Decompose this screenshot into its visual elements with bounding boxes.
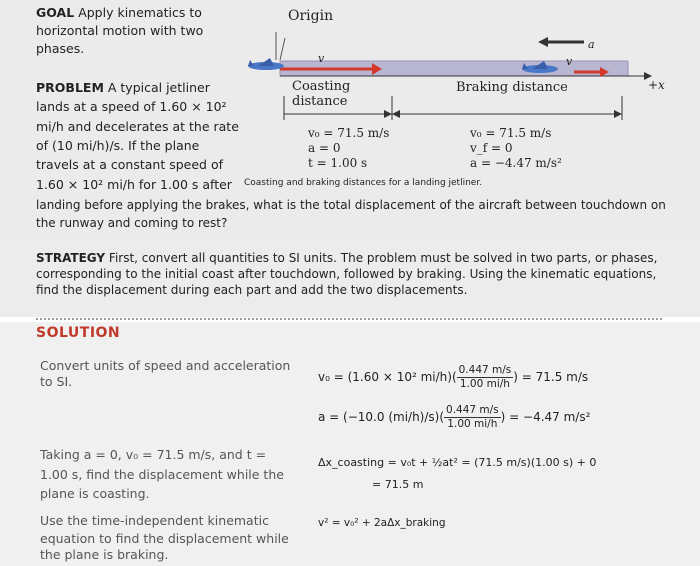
coasting-label-2: distance [292, 94, 348, 109]
strategy-line-3: find the displacement during each part and add the two displacements. [36, 283, 468, 297]
solution-label: SOLUTION [36, 325, 121, 341]
step3-line-1: Use the time-independent kinematic [40, 513, 269, 528]
right-eq-vf: v_f = 0 [470, 141, 513, 155]
goal-text-2: horizontal motion with two [36, 23, 204, 38]
step1-line-2: to SI. [40, 374, 73, 389]
step2-line-2: 1.00 s, find the displacement while the [40, 467, 284, 482]
coasting-label-1: Coasting [292, 79, 351, 94]
strategy-label: STRATEGY [36, 251, 106, 265]
figure-caption: Coasting and braking distances for a landing jetliner. [244, 178, 483, 188]
origin-label: Origin [288, 8, 334, 24]
strategy-line-2: corresponding to the initial coast after touchdown, followed by braking. Using the kinematic equations, [36, 267, 657, 281]
right-eq-v0: v₀ = 71.5 m/s [470, 126, 552, 140]
step3-line-3: the plane is braking. [40, 547, 169, 562]
equation-coasting-result: = 71.5 m [372, 478, 424, 491]
velocity-label-right: v [566, 55, 573, 68]
airplane-icon-left [248, 58, 284, 70]
section-divider [36, 318, 662, 320]
left-eq-t: t = 1.00 s [308, 156, 368, 170]
left-eq-v0: v₀ = 71.5 m/s [308, 126, 390, 140]
step2-line-1: Taking a = 0, v₀ = 71.5 m/s, and t = [40, 447, 267, 462]
velocity-label-left: v [318, 52, 325, 65]
problem-line-7: landing before applying the brakes, what is the total displacement of the aircraft between touchdown on [36, 198, 666, 212]
equation-coasting: Δx_coasting = v₀t + ½at² = (71.5 m/s)(1.00 s) + 0 [318, 456, 597, 469]
problem-line-2: lands at a speed of 1.60 × 10² [36, 99, 227, 114]
goal-text-1: Apply kinematics to [78, 5, 202, 20]
goal-line-1 [36, 4, 202, 22]
problem-line-6: 1.60 × 10² mi/h for 1.00 s after [36, 177, 232, 192]
origin-slash [280, 38, 285, 60]
goal-text-3: phases. [36, 41, 85, 56]
left-eq-a: a = 0 [308, 141, 341, 155]
x-axis-label: +x [648, 78, 665, 92]
step3-line-2: equation to find the displacement while [40, 531, 289, 546]
problem-line-5: travels at a constant speed of [36, 157, 224, 172]
problem-line-3: mi/h and decelerates at the rate [36, 119, 239, 134]
problem-line-4: of (10 mi/h)/s. If the plane [36, 138, 200, 153]
strategy-line-1: STRATEGY First, convert all quantities to SI units. The problem must be solved in two parts, or phases, [36, 251, 658, 265]
problem-line-1: PROBLEM A typical jetliner [36, 80, 210, 95]
problem-label: PROBLEM [36, 80, 104, 95]
braking-label: Braking distance [456, 80, 568, 95]
acceleration-arrowhead [538, 37, 548, 47]
right-eq-a: a = −4.47 m/s² [470, 156, 562, 170]
goal-label: GOAL [36, 5, 75, 20]
step2-line-3: plane is coasting. [40, 486, 150, 501]
acceleration-label: a [588, 38, 595, 51]
equation-braking: v² = v₀² + 2aΔx_braking [318, 517, 446, 529]
step1-line-1: Convert units of speed and acceleration [40, 358, 291, 373]
equation-a: a = (−10.0 (mi/h)/s)( $\frac{0.447 m/s}{1.00 mi/h}$ ) = −4.47 m/s² [318, 404, 591, 430]
problem-line-8: the runway and coming to rest? [36, 216, 228, 230]
equation-v0: v₀ = (1.60 × 10² mi/h)( $\frac{0.447 m/s}{1.00 mi/h}$ ) = 71.5 m/s [318, 364, 589, 390]
